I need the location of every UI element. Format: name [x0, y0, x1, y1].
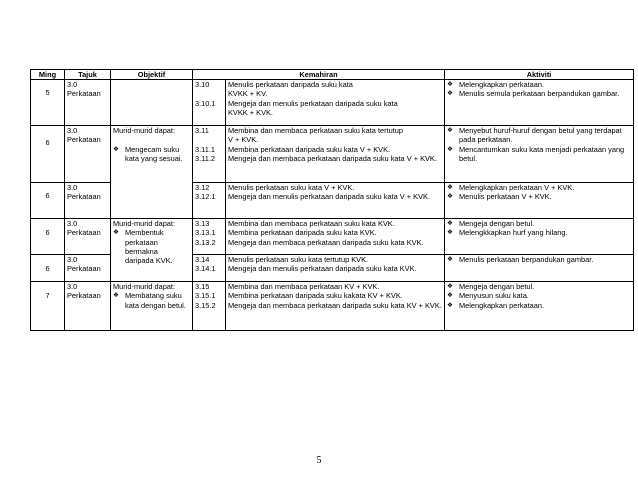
- kemahiran-text-cell: [226, 282, 445, 331]
- skill-code: 3.12: [195, 183, 210, 193]
- aktiviti-item: ❖ Melengkapkan perkataan.: [447, 300, 545, 310]
- header-kemahiran: Kemahiran: [193, 70, 445, 80]
- tajuk-number: 3.0: [67, 126, 78, 136]
- skill-text: Membina perkataan daripada suku kata V + KVK.: [228, 144, 391, 154]
- bullet-diamond-icon: ❖: [447, 89, 453, 98]
- table-row: [31, 126, 634, 183]
- skill-text: Menulis perkataan daripada suku kata: [228, 80, 353, 90]
- skill-text: Membina dan membaca perkataan KV + KVK.: [228, 282, 380, 292]
- ming-value: 6: [45, 264, 50, 274]
- ming-cell: [31, 183, 65, 219]
- skill-code: 3.11: [195, 126, 209, 136]
- header-tajuk: Tajuk: [65, 70, 111, 80]
- aktiviti-cell: [445, 80, 634, 126]
- bullet-diamond-icon: ❖: [447, 192, 453, 201]
- bullet-diamond-icon: ❖: [113, 144, 119, 153]
- objektif-cell: [111, 80, 193, 126]
- header-objektif: Objektif: [111, 70, 193, 80]
- tajuk-number: 3.0: [67, 219, 78, 229]
- skill-code: 3.13.1: [195, 228, 216, 238]
- skill-code: 3.10.1: [195, 98, 216, 108]
- skill-text: Mengeja dan menulis perkataan daripada suku kata: [228, 98, 398, 108]
- kemahiran-text-cell: [226, 126, 445, 183]
- bullet-diamond-icon: ❖: [447, 300, 453, 309]
- ming-cell: [31, 219, 65, 255]
- tajuk-number: 3.0: [67, 255, 78, 265]
- table-row: [31, 80, 634, 126]
- ming-value: 7: [45, 291, 50, 301]
- bullet-diamond-icon: ❖: [447, 80, 453, 89]
- skill-text: Menulis perkataan suku kata tertutup KVK.: [228, 255, 369, 265]
- skill-text: V + KVK.: [228, 135, 259, 145]
- skill-code: 3.14: [195, 255, 210, 265]
- aktiviti-cell: [445, 255, 634, 282]
- bullet-diamond-icon: ❖: [113, 291, 119, 300]
- tajuk-label: Perkataan: [67, 228, 101, 238]
- ming-cell: [31, 255, 65, 282]
- kemahiran-code-cell: [193, 219, 226, 255]
- bullet-diamond-icon: ❖: [447, 126, 453, 135]
- kemahiran-text-cell: [226, 80, 445, 126]
- skill-code: 3.11.2: [195, 153, 215, 163]
- tajuk-cell: [65, 219, 111, 255]
- skill-text: Mengeja dan membaca perkataan daripada suku kata KVK.: [228, 237, 424, 247]
- skill-text: KVKK + KV.: [228, 89, 268, 99]
- aktiviti-cell: [445, 183, 634, 219]
- header-aktiviti: Aktiviti: [445, 70, 634, 80]
- kemahiran-code-cell: [193, 80, 226, 126]
- skill-code: 3.14.1: [195, 264, 216, 274]
- ming-cell: [31, 126, 65, 183]
- lesson-plan-table: [30, 69, 634, 331]
- aktiviti-item: ❖ Menulis semula perkataan berpandukan gambar.: [447, 89, 620, 99]
- tajuk-cell: [65, 126, 111, 183]
- tajuk-cell: [65, 183, 111, 219]
- aktiviti-item: ❖ Menyusun suku kata.: [447, 291, 529, 301]
- skill-code: 3.15: [195, 282, 210, 292]
- page-number: 5: [316, 455, 322, 466]
- objektif-item: ❖ Membatang suku kata dengan betul.: [113, 291, 186, 310]
- tajuk-number: 3.0: [67, 80, 78, 90]
- skill-text: Mengeja dan menulis perkataan daripada suku kata KVK.: [228, 264, 417, 274]
- skill-code: 3.15.2: [195, 300, 216, 310]
- tajuk-cell: [65, 255, 111, 282]
- skill-code: 3.13.2: [195, 237, 216, 247]
- skill-text: Mengeja dan membaca perkataan daripada suku kata KV + KVK.: [228, 300, 442, 310]
- ming-value: 5: [45, 88, 50, 98]
- tajuk-number: 3.0: [67, 183, 78, 193]
- tajuk-cell: [65, 80, 111, 126]
- tajuk-number: 3.0: [67, 282, 78, 292]
- bullet-diamond-icon: ❖: [113, 228, 119, 237]
- skill-code: 3.12.1: [195, 192, 216, 202]
- skill-text: Membina dan membaca perkataan suku kata tertutup: [228, 126, 404, 136]
- tajuk-label: Perkataan: [67, 89, 101, 99]
- aktiviti-cell: [445, 126, 634, 183]
- aktiviti-item: ❖ Melengkkapkan hurf yang hilang.: [447, 228, 568, 238]
- kemahiran-text-cell: [226, 255, 445, 282]
- tajuk-label: Perkataan: [67, 135, 101, 145]
- kemahiran-text-cell: [226, 183, 445, 219]
- kemahiran-code-cell: [193, 255, 226, 282]
- skill-code: 3.10: [195, 80, 210, 90]
- table-header-row: [31, 70, 634, 80]
- ming-value: 6: [45, 191, 50, 201]
- aktiviti-item: ❖ Menulis perkataan V + KVK.: [447, 192, 552, 202]
- ming-value: 6: [45, 228, 50, 238]
- bullet-diamond-icon: ❖: [447, 291, 453, 300]
- kemahiran-text-cell: [226, 219, 445, 255]
- tajuk-cell: [65, 282, 111, 331]
- objektif-intro: Murid-murid dapat:: [113, 126, 176, 136]
- header-ming: Ming: [31, 70, 65, 80]
- skill-code: 3.15.1: [195, 291, 216, 301]
- kemahiran-code-cell: [193, 126, 226, 183]
- skill-text: KVKK + KVK.: [228, 107, 273, 117]
- skill-text: Menulis perkataan suku kata V + KVK.: [228, 183, 355, 193]
- skill-code: 3.11.1: [195, 144, 215, 154]
- skill-text: Membina perkataan daripada suku kata KVK.: [228, 228, 377, 238]
- objektif-intro: Murid-murid dapat:: [113, 219, 176, 229]
- kemahiran-code-cell: [193, 282, 226, 331]
- skill-text: Membina perkataan daripada suku kakata KV + KVK.: [228, 291, 403, 301]
- objektif-item: ❖ Membentuk perkataan bermakna daripada KVK.: [113, 228, 173, 266]
- bullet-diamond-icon: ❖: [447, 282, 453, 291]
- tajuk-label: Perkataan: [67, 291, 101, 301]
- ming-cell: [31, 80, 65, 126]
- aktiviti-item: ❖ Mengeja dengan betul.: [447, 219, 535, 229]
- bullet-diamond-icon: ❖: [447, 228, 453, 237]
- aktiviti-item: ❖ Mengeja dengan betul.: [447, 282, 535, 292]
- aktiviti-cell: [445, 282, 634, 331]
- aktiviti-cell: [445, 219, 634, 255]
- aktiviti-item: ❖ Menulis perkataan berpandukan gambar.: [447, 255, 594, 265]
- objektif-cell: [111, 219, 193, 282]
- table-row: [31, 219, 634, 255]
- objektif-cell: [111, 126, 193, 219]
- aktiviti-item: ❖ Mencantumkan suku kata menjadi perkataan yang betul.: [447, 144, 625, 163]
- table-row: [31, 282, 634, 331]
- aktiviti-item: ❖ Melengkapkan perkataan V + KVK.: [447, 183, 575, 193]
- bullet-diamond-icon: ❖: [447, 255, 453, 264]
- bullet-diamond-icon: ❖: [447, 144, 453, 153]
- objektif-cell: [111, 282, 193, 331]
- objektif-intro: Murid-murid dapat:: [113, 282, 176, 292]
- skill-code: 3.13: [195, 219, 210, 229]
- bullet-diamond-icon: ❖: [447, 183, 453, 192]
- objektif-item: ❖ Mengecam suku kata yang sesuai.: [113, 144, 183, 163]
- aktiviti-item: ❖ Melengkapkan perkataan.: [447, 80, 545, 90]
- tajuk-label: Perkataan: [67, 192, 101, 202]
- skill-text: Mengeja dan membaca perkataan daripada suku kata V + KVK.: [228, 153, 437, 163]
- skill-text: Mengeja dan menulis perkataan daripada suku kata V + KVK.: [228, 192, 430, 202]
- ming-value: 6: [45, 138, 50, 148]
- bullet-diamond-icon: ❖: [447, 219, 453, 228]
- skill-text: Membina dan membaca perkataan suku kata KVK.: [228, 219, 395, 229]
- ming-cell: [31, 282, 65, 331]
- aktiviti-item: ❖ Menyebut huruf-huruf dengan betul yang terdapat pada perkataan.: [447, 126, 622, 145]
- tajuk-label: Perkataan: [67, 264, 101, 274]
- kemahiran-code-cell: [193, 183, 226, 219]
